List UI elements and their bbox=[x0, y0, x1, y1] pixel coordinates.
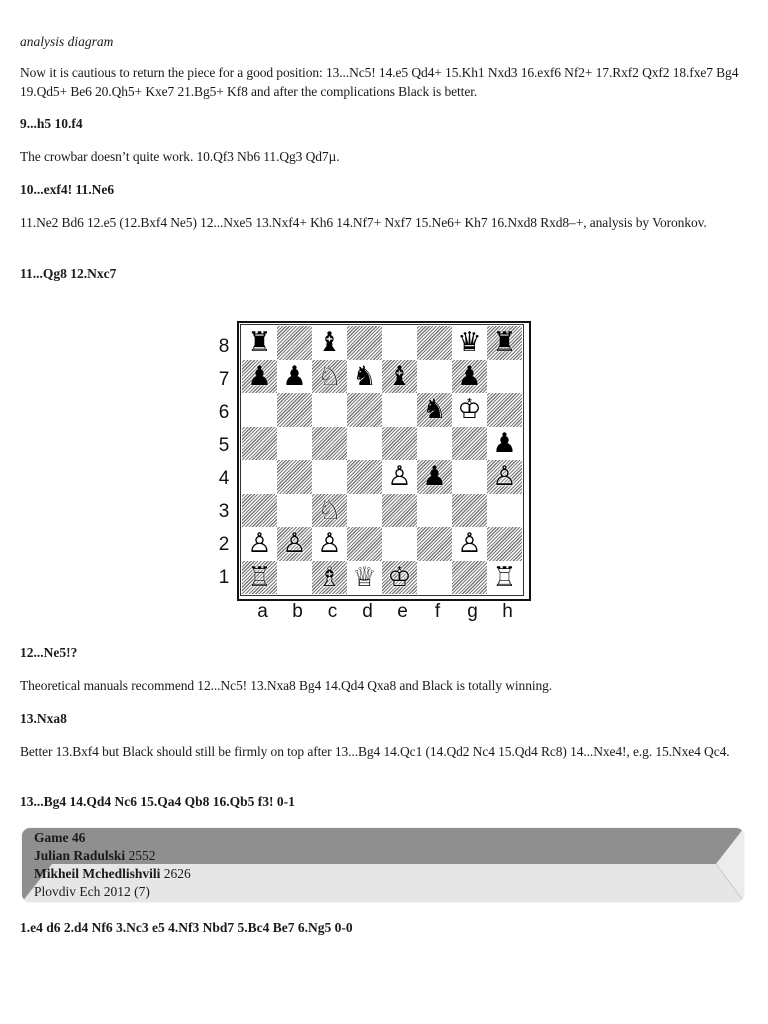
square-a3 bbox=[242, 494, 277, 528]
white-rook-icon: ♖ bbox=[247, 561, 272, 593]
square-f8 bbox=[417, 326, 452, 360]
black-player-rating: 2626 bbox=[163, 866, 191, 881]
file-label: f bbox=[434, 601, 441, 622]
square-b1 bbox=[277, 561, 312, 595]
file-label: c bbox=[327, 601, 338, 622]
black-bishop-icon: ♝ bbox=[387, 360, 412, 392]
move-heading: 12...Ne5!? bbox=[20, 645, 78, 660]
square-f1 bbox=[417, 561, 452, 595]
square-f5 bbox=[417, 427, 452, 461]
white-king-icon: ♔ bbox=[457, 394, 482, 426]
black-player bbox=[34, 865, 191, 883]
square-f4 bbox=[417, 460, 452, 494]
square-a1 bbox=[242, 561, 277, 595]
white-bishop-icon: ♗ bbox=[317, 561, 342, 593]
white-queen-icon: ♕ bbox=[352, 561, 377, 593]
square-e6 bbox=[382, 393, 417, 427]
square-d6 bbox=[347, 393, 382, 427]
game-header-box bbox=[22, 828, 744, 902]
black-pawn-icon: ♟ bbox=[247, 360, 272, 392]
square-e3 bbox=[382, 494, 417, 528]
file-label: g bbox=[467, 601, 478, 622]
white-knight-icon: ♘ bbox=[317, 360, 342, 392]
game-event: Plovdiv Ech 2012 (7) bbox=[34, 884, 150, 899]
square-d7 bbox=[347, 360, 382, 394]
black-pawn-icon: ♟ bbox=[282, 360, 307, 392]
square-g6 bbox=[452, 393, 487, 427]
move-heading: 13.Nxa8 bbox=[20, 711, 67, 726]
square-h6 bbox=[487, 393, 522, 427]
move-heading: 10...exf4! 11.Ne6 bbox=[20, 182, 115, 197]
square-g3 bbox=[452, 494, 487, 528]
board-grid bbox=[242, 326, 522, 594]
file-label: e bbox=[397, 601, 408, 622]
square-e2 bbox=[382, 527, 417, 561]
black-queen-icon: ♛ bbox=[457, 327, 482, 359]
square-e5 bbox=[382, 427, 417, 461]
white-player-rating: 2552 bbox=[128, 848, 156, 863]
square-e4 bbox=[382, 460, 417, 494]
square-g4 bbox=[452, 460, 487, 494]
square-f7 bbox=[417, 360, 452, 394]
square-h8 bbox=[487, 326, 522, 360]
rank-label: 3 bbox=[218, 501, 230, 522]
square-c6 bbox=[312, 393, 347, 427]
move-heading: 13...Bg4 14.Qd4 Nc6 15.Qa4 Qb8 16.Qb5 f3! 0-1 bbox=[20, 794, 295, 809]
file-label: h bbox=[502, 601, 513, 622]
white-pawn-icon: ♙ bbox=[247, 528, 272, 560]
square-h1 bbox=[487, 561, 522, 595]
square-d1 bbox=[347, 561, 382, 595]
square-h3 bbox=[487, 494, 522, 528]
square-b6 bbox=[277, 393, 312, 427]
rank-label: 2 bbox=[218, 534, 230, 555]
square-h4 bbox=[487, 460, 522, 494]
annotation-paragraph: Theoretical manuals recommend 12...Nc5! 13.Nxa8 Bg4 14.Qd4 Qxa8 and Black is totally winning. bbox=[20, 678, 553, 693]
black-knight-icon: ♞ bbox=[422, 394, 447, 426]
square-h2 bbox=[487, 527, 522, 561]
square-g7 bbox=[452, 360, 487, 394]
white-pawn-icon: ♙ bbox=[282, 528, 307, 560]
move-heading: 9...h5 10.f4 bbox=[20, 116, 83, 131]
white-player bbox=[34, 847, 191, 865]
square-b7 bbox=[277, 360, 312, 394]
square-a6 bbox=[242, 393, 277, 427]
square-c4 bbox=[312, 460, 347, 494]
square-d3 bbox=[347, 494, 382, 528]
rank-label: 8 bbox=[218, 336, 230, 357]
annotation-paragraph: 11.Ne2 Bd6 12.e5 (12.Bxf4 Ne5) 12...Nxe5 13.Nxf4+ Kh6 14.Nf7+ Nxf7 15.Ne6+ Kh7 16.Nxd8 Rxd8–+, analysis by Voronkov. bbox=[20, 215, 707, 230]
square-g5 bbox=[452, 427, 487, 461]
square-a8 bbox=[242, 326, 277, 360]
black-pawn-icon: ♟ bbox=[457, 360, 482, 392]
file-label: d bbox=[362, 601, 373, 622]
annotation-paragraph: Better 13.Bxf4 but Black should still be firmly on top after 13...Bg4 14.Qc1 (14.Qd2 Nc4 15.Qd4 Rc8) 14...Nxe4!, e.g. 15.Nxe4 Qc4. bbox=[20, 744, 730, 759]
square-c3 bbox=[312, 494, 347, 528]
annotation-paragraph: Now it is cautious to return the piece for a good position: 13...Nc5! 14.e5 Qd4+ 15.Kh1 Nxd3 16.exf6 Nf2+ 17.Rxf2 Qxf2 18.fxe7 Bg4 19.Qd5+ Be6 20.Qh5+ Kxe7 21.Bg5+ Kf8 and after the complications Black is better. bbox=[20, 65, 739, 99]
square-b8 bbox=[277, 326, 312, 360]
move-heading: 1.e4 d6 2.d4 Nf6 3.Nc3 e5 4.Nf3 Nbd7 5.Bc4 Be7 6.Ng5 0-0 bbox=[20, 920, 353, 935]
white-player-name: Julian Radulski bbox=[34, 848, 126, 863]
black-knight-icon: ♞ bbox=[352, 360, 377, 392]
square-b4 bbox=[277, 460, 312, 494]
square-c7 bbox=[312, 360, 347, 394]
file-label: a bbox=[257, 601, 268, 622]
square-g8 bbox=[452, 326, 487, 360]
square-a5 bbox=[242, 427, 277, 461]
square-a4 bbox=[242, 460, 277, 494]
file-label: b bbox=[292, 601, 303, 622]
square-e8 bbox=[382, 326, 417, 360]
white-king-icon: ♔ bbox=[387, 561, 412, 593]
square-f3 bbox=[417, 494, 452, 528]
white-pawn-icon: ♙ bbox=[317, 528, 342, 560]
square-d2 bbox=[347, 527, 382, 561]
square-f2 bbox=[417, 527, 452, 561]
white-knight-icon: ♘ bbox=[317, 494, 342, 526]
annotation-paragraph: The crowbar doesn’t quite work. 10.Qf3 Nb6 11.Qg3 Qd7µ. bbox=[20, 149, 340, 164]
square-d5 bbox=[347, 427, 382, 461]
square-e7 bbox=[382, 360, 417, 394]
white-rook-icon: ♖ bbox=[492, 561, 517, 593]
square-d8 bbox=[347, 326, 382, 360]
square-c2 bbox=[312, 527, 347, 561]
square-d4 bbox=[347, 460, 382, 494]
chess-board bbox=[237, 321, 531, 601]
black-rook-icon: ♜ bbox=[492, 327, 517, 359]
square-a2 bbox=[242, 527, 277, 561]
diagram-caption: analysis diagram bbox=[20, 34, 114, 49]
rank-label: 1 bbox=[218, 567, 230, 588]
move-heading: 11...Qg8 12.Nxc7 bbox=[20, 266, 117, 281]
square-b5 bbox=[277, 427, 312, 461]
black-bishop-icon: ♝ bbox=[317, 327, 342, 359]
square-c1 bbox=[312, 561, 347, 595]
black-player-name: Mikheil Mchedlishvili bbox=[34, 866, 161, 881]
square-h5 bbox=[487, 427, 522, 461]
black-rook-icon: ♜ bbox=[247, 327, 272, 359]
rank-label: 7 bbox=[218, 369, 230, 390]
square-g1 bbox=[452, 561, 487, 595]
white-pawn-icon: ♙ bbox=[387, 461, 412, 493]
square-c5 bbox=[312, 427, 347, 461]
square-e1 bbox=[382, 561, 417, 595]
rank-label: 4 bbox=[218, 468, 230, 489]
white-pawn-icon: ♙ bbox=[492, 461, 517, 493]
black-pawn-icon: ♟ bbox=[492, 427, 517, 459]
square-h7 bbox=[487, 360, 522, 394]
white-pawn-icon: ♙ bbox=[457, 528, 482, 560]
game-info bbox=[34, 829, 191, 901]
rank-label: 6 bbox=[218, 402, 230, 423]
square-a7 bbox=[242, 360, 277, 394]
game-title: Game 46 bbox=[34, 830, 86, 845]
square-b2 bbox=[277, 527, 312, 561]
rank-label: 5 bbox=[218, 435, 230, 456]
black-pawn-icon: ♟ bbox=[422, 461, 447, 493]
square-b3 bbox=[277, 494, 312, 528]
square-g2 bbox=[452, 527, 487, 561]
square-c8 bbox=[312, 326, 347, 360]
square-f6 bbox=[417, 393, 452, 427]
